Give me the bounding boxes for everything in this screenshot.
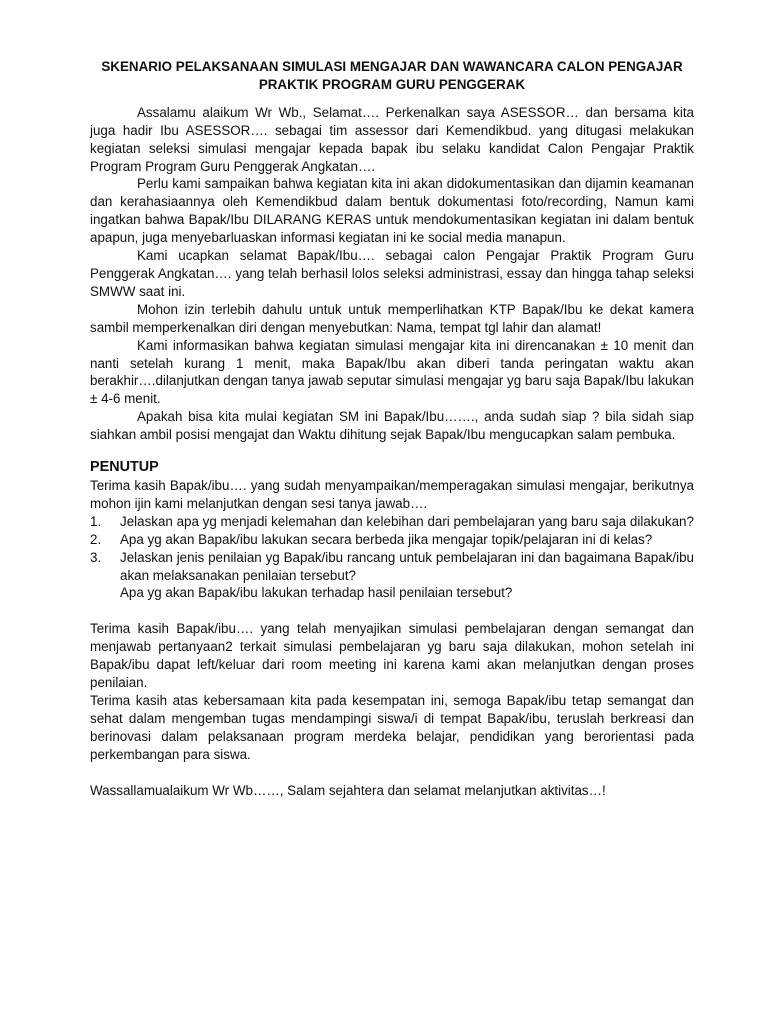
- question-number: 3.: [90, 549, 102, 565]
- document-title: [90, 58, 694, 94]
- question-text: Jelaskan jenis penilaian yg Bapak/ibu rancang untuk pembelajaran ini dan bagaimana Bapak/ibu akan melaksanakan penilaian tersebut?: [120, 549, 694, 583]
- paragraph-documentation-notice: Perlu kami sampaikan bahwa kegiatan kita ini akan didokumentasikan dan dijamin keamanan dan kerahasiaannya oleh Kemendikbud dalam bentuk dokumentasi foto/recording, Namun kami ingatkan bahwa Bapak/Ibu DILARANG KERAS untuk mendokumentasikan kegiatan ini dalam bentuk apapun, juga menyebarluaskan informasi kegiatan ini ke social media manapun.: [90, 176, 694, 246]
- paragraph-ktp-request: Mohon izin terlebih dahulu untuk untuk memperlihatkan KTP Bapak/Ibu ke dekat kamera sambil memperkenalkan diri dengan menyebutkan: Nama, tempat tgl lahir dan alamat!: [90, 301, 694, 335]
- spacer: [90, 602, 694, 620]
- question-3-followup: Apa yg akan Bapak/ibu lakukan terhadap hasil penilaian tersebut?: [120, 585, 513, 601]
- paragraph-time-info: Kami informasikan bahwa kegiatan simulasi mengajar kita ini direncanakan ± 10 menit dan nanti setelah kurang 1 menit, maka Bapak/Ibu akan diberi tanda peringatan waktu akan berakhir….dilanjutkan dengan tanya jawab seputar simulasi mengajar yg baru saja Bapak/Ibu lakukan ± 4-6 menit.: [90, 337, 694, 407]
- question-number: 1.: [90, 513, 102, 529]
- question-item: [90, 513, 694, 531]
- spacer: [90, 764, 694, 782]
- question-item: [90, 549, 694, 585]
- paragraph-congratulations: Kami ucapkan selamat Bapak/Ibu…. sebagai calon Pengajar Praktik Program Guru Penggerak Angkatan…. yang telah berhasil lolos seleksi administrasi, essay dan hingga tahap seleksi SMWW saat ini.: [90, 248, 694, 299]
- spacer: [90, 444, 694, 458]
- document-page: [90, 58, 694, 800]
- penutup-intro: Terima kasih Bapak/ibu…. yang sudah menyampaikan/memperagakan simulasi mengajar, berikutnya mohon ijin kami melanjutkan dengan sesi tanya jawab….: [90, 478, 694, 511]
- question-item: [90, 531, 694, 549]
- paragraph-start-prompt: Apakah bisa kita mulai kegiatan SM ini Bapak/Ibu……., anda sudah siap ? bila sidah siap siahkan ambil posisi mengajat dan Waktu dihitung sejak Bapak/Ibu mengucapkan salam pembuka.: [90, 409, 694, 443]
- section-heading-penutup: PENUTUP: [90, 459, 159, 476]
- paragraph-greeting: Assalamu alaikum Wr Wb., Selamat…. Perkenalkan saya ASESSOR… dan bersama kita juga hadir Ibu ASESSOR…. sebagai tim assessor dari Kemendikbud. yang ditugasi melakukan kegiatan seleksi simulasi mengajar kepada bapak ibu selaku kandidat Calon Pengajar Praktik Program Program Guru Penggerak Angkatan….: [90, 104, 694, 174]
- title-line-2: PRAKTIK PROGRAM GURU PENGGERAK: [258, 76, 526, 92]
- question-text: Jelaskan apa yg menjadi kelemahan dan kelebihan dari pembelajaran yang baru saja dilakukan?: [120, 513, 694, 529]
- title-line-1: SKENARIO PELAKSANAAN SIMULASI MENGAJAR DAN WAWANCARA CALON PENGAJAR: [101, 59, 683, 74]
- question-text: Apa yg akan Bapak/ibu lakukan secara berbeda jika mengajar topik/pelajaran ini di kelas?: [120, 531, 653, 547]
- question-number: 2.: [90, 531, 102, 547]
- farewell-line: Wassallamualaikum Wr Wb……, Salam sejahtera dan selamat melanjutkan aktivitas…!: [90, 782, 606, 798]
- closing-paragraph-2: Terima kasih atas kebersamaan kita pada kesempatan ini, semoga Bapak/ibu tetap semangat dan sehat dalam mengemban tugas mendampingi siswa/i di tempat Bapak/ibu, teruslah berkreasi dan berinovasi dalam pelaksanaan program merdeka belajar, pendidikan yang berorientasi pada perkembangan para siswa.: [90, 693, 694, 762]
- closing-paragraph-1: Terima kasih Bapak/ibu…. yang telah menyajikan simulasi pembelajaran dengan semangat dan menjawab pertanyaan2 terkait simulasi pembelajaran yg baru saja dilakukan, mohon setelah ini Bapak/ibu dapat left/keluar dari room meeting ini karena kami akan melanjutkan dengan proses penilaian.: [90, 621, 694, 691]
- question-list: [90, 513, 694, 585]
